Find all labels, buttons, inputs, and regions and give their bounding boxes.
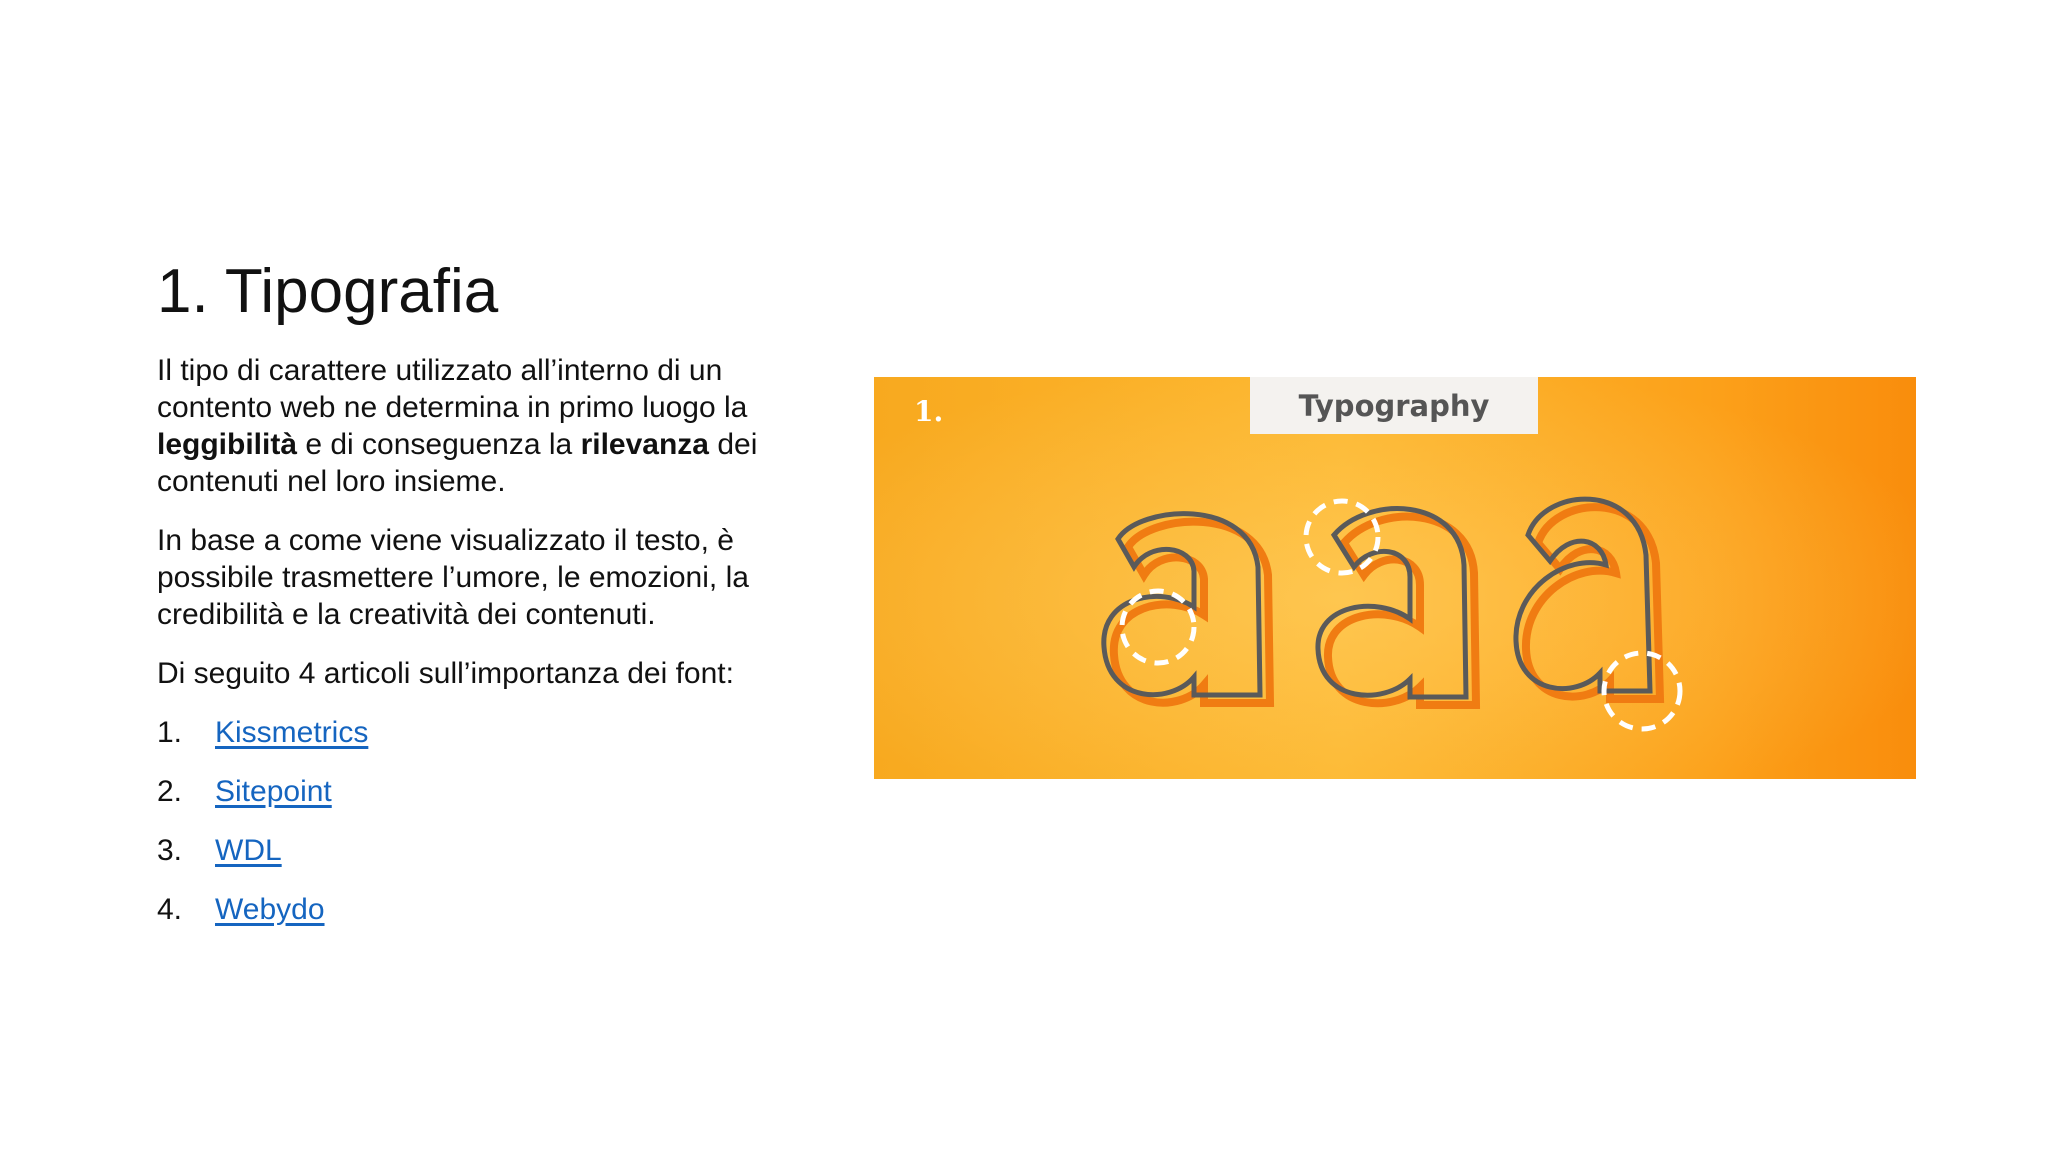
figure-number: 1. bbox=[914, 395, 944, 428]
list-item bbox=[157, 891, 807, 950]
link-kissmetrics[interactable]: Kissmetrics bbox=[215, 716, 369, 749]
list-item bbox=[157, 773, 807, 832]
link-webydo[interactable]: Webydo bbox=[215, 893, 325, 926]
typography-illustration bbox=[874, 377, 1916, 779]
paragraph-text: e di conseguenza la bbox=[297, 428, 581, 461]
link-wdl[interactable]: WDL bbox=[215, 834, 282, 867]
list-item bbox=[157, 714, 807, 773]
list-number: 2. bbox=[157, 775, 183, 808]
paragraph-text: Il tipo di carattere utilizzato all’interno di un contento web ne determina in primo luogo la bbox=[157, 354, 748, 424]
background-glow bbox=[874, 377, 1916, 779]
bold-term-relevance: rilevanza bbox=[580, 428, 709, 461]
link-sitepoint[interactable]: Sitepoint bbox=[215, 775, 332, 808]
typography-artwork bbox=[874, 377, 1916, 779]
paragraph-articles-intro: Di seguito 4 articoli sull’importanza dei font: bbox=[157, 657, 734, 690]
list-item bbox=[157, 832, 807, 891]
bold-term-legibility: leggibilità bbox=[157, 428, 298, 461]
slide-title: 1. Tipografia bbox=[157, 257, 499, 326]
paragraph-legibility bbox=[157, 352, 807, 500]
list-number: 3. bbox=[157, 834, 183, 867]
typography-label: Typography bbox=[1250, 377, 1538, 434]
paragraph-mood: In base a come viene visualizzato il testo, è possibile trasmettere l’umore, le emozioni, la credibilità e la creatività dei contenuti. bbox=[157, 524, 749, 631]
paragraph-text: dei contenuti nel loro insieme. bbox=[157, 428, 758, 498]
list-number: 4. bbox=[157, 893, 183, 926]
slide-body bbox=[157, 352, 807, 950]
articles-list bbox=[157, 714, 807, 950]
list-number: 1. bbox=[157, 716, 183, 749]
